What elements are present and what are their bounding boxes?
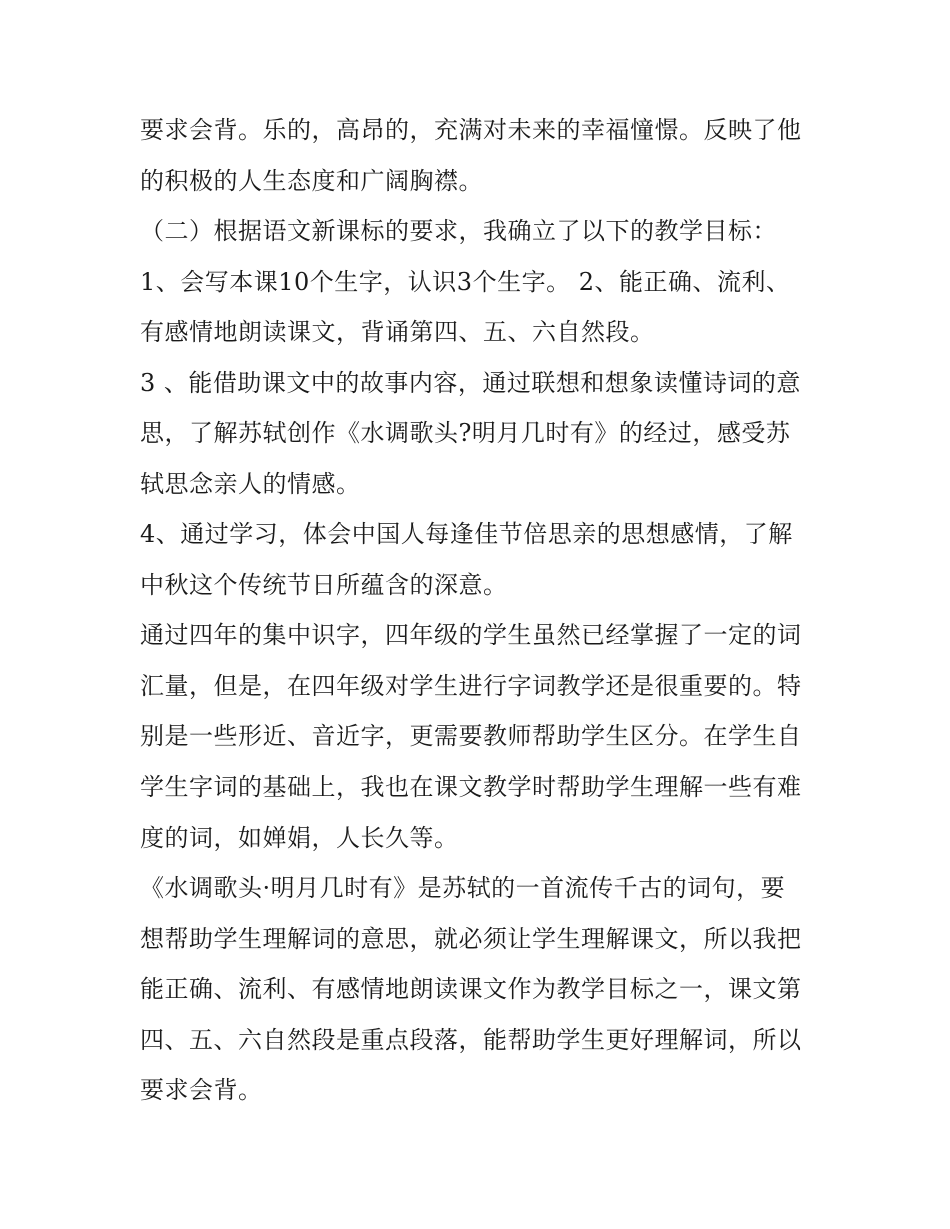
text-line: 要求会背。 xyxy=(140,1076,263,1104)
text-line: 通过四年的集中识字，四年级的学生虽然已经掌握了一定的词 xyxy=(140,621,802,649)
text-line: 要求会背。乐的，高昂的，充满对未来的幸福憧憬。反映了他 xyxy=(140,116,802,144)
text-line: 四、五、六自然段是重点段落，能帮助学生更好理解词，所以 xyxy=(140,1026,802,1054)
text-line: 思，了解苏轼创作《水调歌头?明月几时有》的经过，感受苏 xyxy=(140,419,791,447)
text-line: 4、通过学习，体会中国人每逢佳节倍思亲的思想感情，了解 xyxy=(140,520,793,548)
text-line: 汇量，但是，在四年级对学生进行字词教学还是很重要的。特 xyxy=(140,672,802,700)
text-line: （二）根据语文新课标的要求，我确立了以下的教学目标： xyxy=(140,217,777,245)
text-line: 学生字词的基础上，我也在课文教学时帮助学生理解一些有难 xyxy=(140,773,802,801)
text-line: 轼思念亲人的情感。 xyxy=(140,470,361,498)
text-line: 想帮助学生理解词的意思，就必须让学生理解课文，所以我把 xyxy=(140,925,802,953)
text-line: 《水调歌头·明月几时有》是苏轼的一首流传千古的词句，要 xyxy=(140,874,786,902)
text-line: 度的词，如婵娟，人长久等。 xyxy=(140,824,459,852)
text-line: 3 、能借助课文中的故事内容，通过联想和想象读懂诗词的意 xyxy=(140,369,801,397)
text-line: 别是一些形近、音近字，更需要教师帮助学生区分。在学生自 xyxy=(140,722,802,750)
text-line: 中秋这个传统节日所蕴含的深意。 xyxy=(140,571,508,599)
text-line: 能正确、流利、有感情地朗读课文作为教学目标之一，课文第 xyxy=(140,975,802,1003)
text-line: 的积极的人生态度和广阔胸襟。 xyxy=(140,167,483,195)
text-line: 有感情地朗读课文，背诵第四、五、六自然段。 xyxy=(140,318,655,346)
text-line: 1、会写本课10个生字，认识3个生字。 2、能正确、流利、 xyxy=(140,268,791,296)
